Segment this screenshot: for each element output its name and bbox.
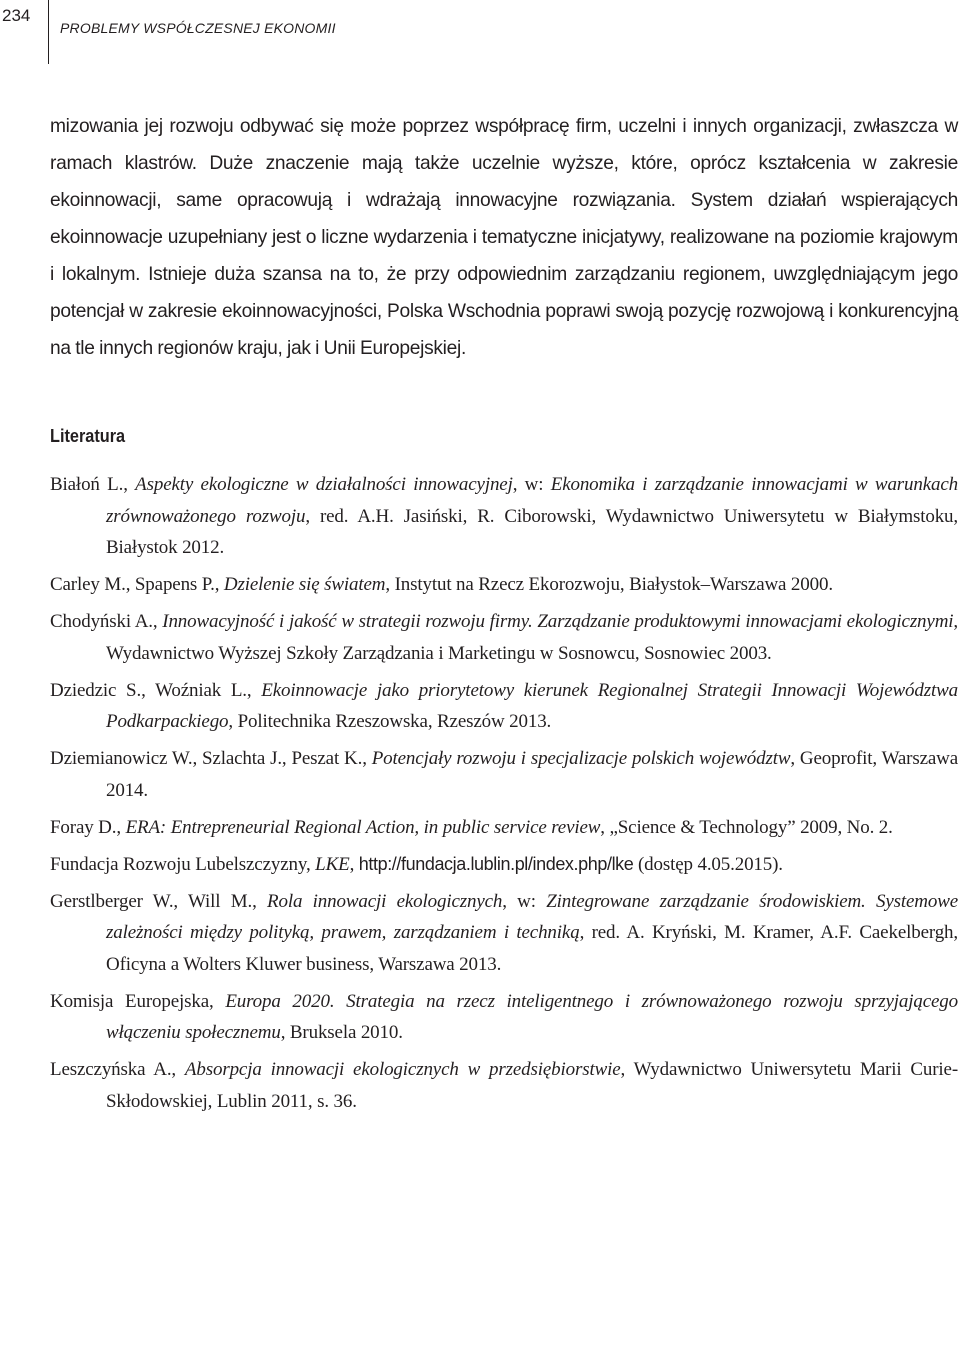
page-content — [50, 108, 958, 1123]
header-divider — [48, 0, 49, 64]
section-heading-literatura: Literatura — [50, 425, 126, 446]
page-header — [0, 0, 960, 64]
reference-item: Komisja Europejska, Europa 2020. Strategia na rzecz inteligentnego i zrównoważonego rozwoju sprzyjającego włączeniu społecznemu, Bruksela 2010. — [50, 990, 958, 1043]
reference-item: Carley M., Spapens P., Dzielenie się światem, Instytut na Rzecz Ekorozwoju, Białystok–Warszawa 2000. — [50, 574, 833, 595]
page-number: 234 — [2, 6, 31, 25]
reference-item: Białoń L., Aspekty ekologiczne w działalności innowacyjnej, w: Ekonomika i zarządzanie innowacjami w warunkach zrównoważonego rozwoju, red. A.H. Jasiński, R. Ciborowski, Wydawnictwo Uniwersytetu w Białymstoku, Białystok 2012. — [50, 474, 959, 558]
running-title: PROBLEMY WSPÓŁCZESNEJ EKONOMII — [60, 20, 336, 36]
reference-item: Gerstlberger W., Will M., Rola innowacji ekologicznych, w: Zintegrowane zarządzanie środowiskiem. Systemowe zależności między polityką, prawem, zarządzaniem i techniką, red. A. Kryński, M. Kramer, A.F. Caekelbergh, Oficyna a Wolters Kluwer business, Warszawa 2013. — [50, 890, 959, 975]
reference-item: Dziedzic S., Woźniak L., Ekoinnowacje jako priorytetowy kierunek Regionalnej Strategii Innowacji Województwa Podkarpackiego, Politechnika Rzeszowska, Rzeszów 2013. — [50, 679, 959, 732]
reference-item: Foray D., ERA: Entrepreneurial Regional Action, in public service review, „Science & Technology” 2009, No. 2. — [50, 816, 893, 838]
reference-url[interactable]: http://fundacja.lublin.pl/index.php/lke — [358, 853, 634, 874]
body-paragraph: mizowania jej rozwoju odbywać się może poprzez współpracę firm, uczelni i innych organizacji, zwłaszcza w ramach klastrów. Duże znaczenie mają także uczelnie wyższe, które, oprócz kształcenia w zakresie ekoinnowacji, same opracowują i wdrażają innowacyjne rozwiązania. System działań wspierających ekoinnowacje uzupełniany jest o liczne wydarzenia i tematyczne inicjatywy, realizowane na poziomie krajowym i lokalnym. Istnieje duża szansa na to, że przy odpowiednim zarządzaniu regionem, uwzględniającym jego potencjał w zakresie ekoinnowacyjności, Polska Wschodnia poprawi swoją pozycję rozwojową i konkurencyjną na tle innych regionów kraju, jak i Unii Europejskiej. — [50, 116, 958, 359]
reference-item: Fundacja Rozwoju Lubelszczyzny, LKE, http://fundacja.lublin.pl/index.php/lke (dostęp 4.05.2015). — [50, 853, 783, 875]
reference-item: Chodyński A., Innowacyjność i jakość w strategii rozwoju firmy. Zarządzanie produktowymi innowacjami ekologicznymi, Wydawnictwo Wyższej Szkoły Zarządzania i Marketingu w Sosnowcu, Sosnowiec 2003. — [50, 611, 958, 664]
reference-item: Dziemianowicz W., Szlachta J., Peszat K., Potencjały rozwoju i specjalizacje polskich województw, Geoprofit, Warszawa 2014. — [50, 748, 958, 801]
reference-item: Leszczyńska A., Absorpcja innowacji ekologicznych w przedsiębiorstwie, Wydawnictwo Uniwersytetu Marii Curie-Skłodowskiej, Lublin 2011, s. 36. — [50, 1059, 958, 1112]
reference-list — [50, 469, 958, 1117]
